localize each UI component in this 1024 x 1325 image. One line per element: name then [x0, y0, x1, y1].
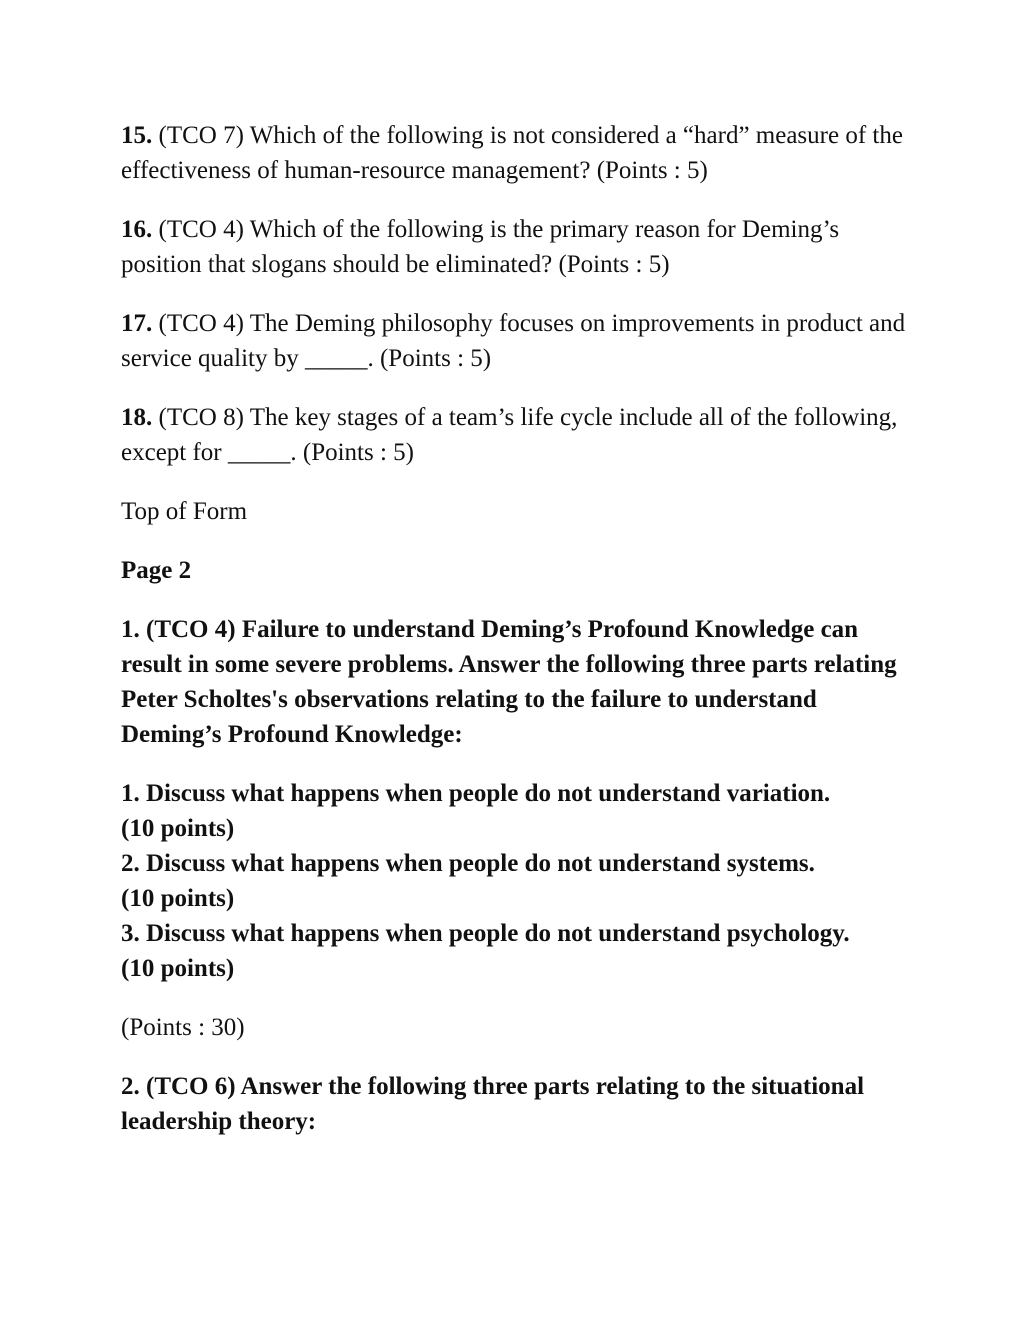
question-number: 18.	[121, 404, 153, 431]
question-number: 17.	[121, 310, 153, 337]
essay-1-part-3-points: (10 points)	[121, 955, 235, 982]
question-text: (TCO 4) Which of the following is the primary reason for Deming’s position that slogans should be eliminated? (Points : 5)	[121, 216, 840, 278]
page-heading: Page 2	[121, 557, 192, 584]
question-text: (TCO 4) The Deming philosophy focuses on improvements in product and service quality by _____. (Points : 5)	[121, 310, 906, 372]
question-15	[121, 118, 921, 188]
essay-1-part-1: 1. Discuss what happens when people do not understand variation.	[121, 780, 831, 807]
question-16	[121, 212, 921, 282]
document-page	[121, 118, 921, 1163]
question-text: (TCO 8) The key stages of a team’s life cycle include all of the following, except for _____. (Points : 5)	[121, 404, 898, 466]
essay-1-part-1-points: (10 points)	[121, 815, 235, 842]
essay-2-prompt: 2. (TCO 6) Answer the following three parts relating to the situational leadership theory:	[121, 1073, 865, 1135]
question-text: (TCO 7) Which of the following is not considered a “hard” measure of the effectiveness of human-resource management? (Points : 5)	[121, 122, 903, 184]
essay-1-part-2-points: (10 points)	[121, 885, 235, 912]
essay-1-prompt: 1. (TCO 4) Failure to understand Deming’s Profound Knowledge can result in some severe problems. Answer the following three parts relating Peter Scholtes's observations relating to the failure to understand Deming’s Profound Knowledge:	[121, 616, 897, 748]
question-number: 16.	[121, 216, 153, 243]
essay-1-part-2: 2. Discuss what happens when people do not understand systems.	[121, 850, 815, 877]
essay-1-points: (Points : 30)	[121, 1014, 245, 1041]
essay-1-part-3: 3. Discuss what happens when people do not understand psychology.	[121, 920, 850, 947]
essay-1-parts	[121, 776, 921, 986]
question-number: 15.	[121, 122, 153, 149]
question-17	[121, 306, 921, 376]
question-18	[121, 400, 921, 470]
top-of-form-label: Top of Form	[121, 498, 248, 525]
